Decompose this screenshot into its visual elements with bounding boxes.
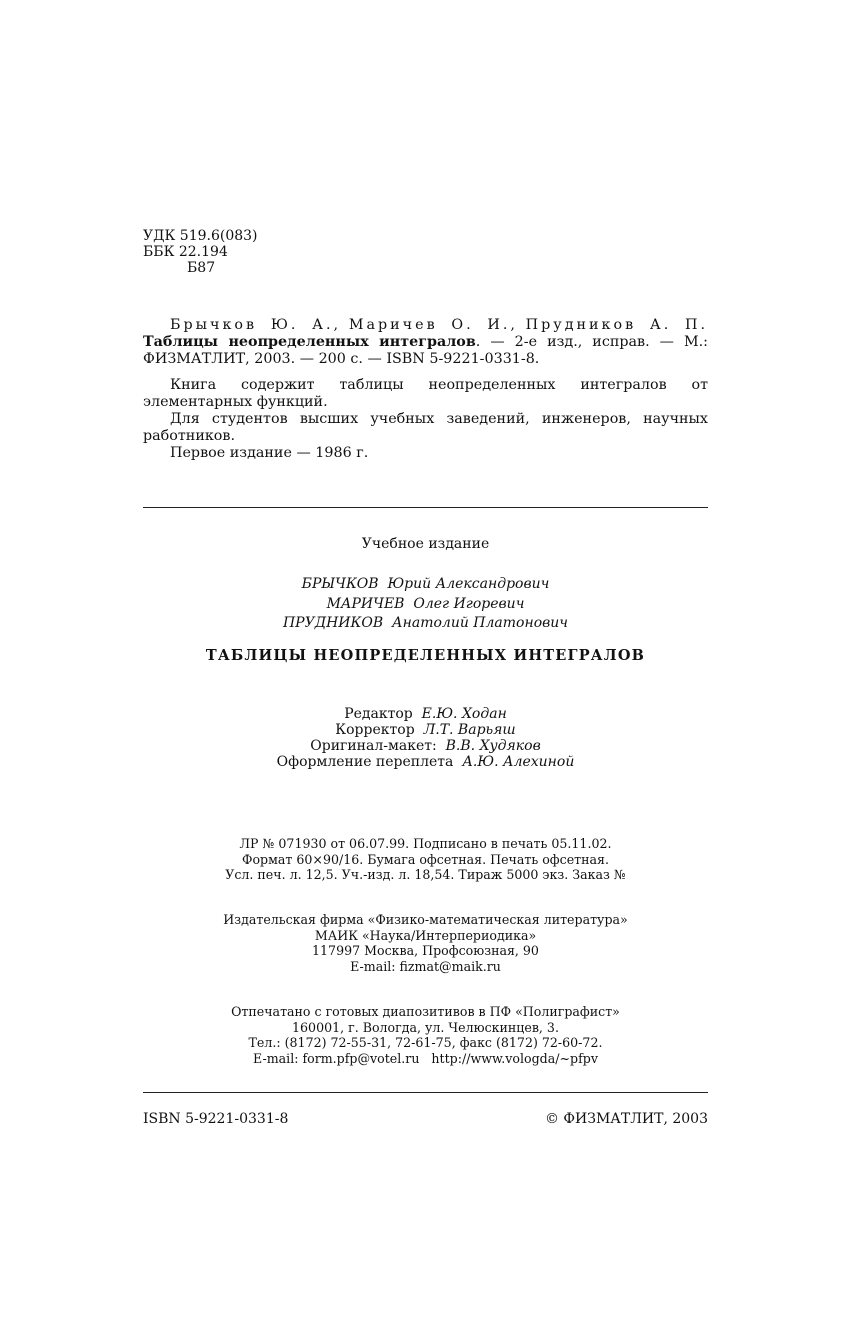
- author-mark: Б87: [187, 260, 216, 276]
- publisher-info: [143, 912, 708, 974]
- staff-line: [143, 722, 708, 738]
- printer-info: [143, 1004, 708, 1066]
- annotation: [143, 377, 708, 462]
- edition-type: Учебное издание: [361, 536, 490, 552]
- author-line: [143, 595, 708, 615]
- citation: Брычков Ю. А., Маричев О. И., Прудников А. П. Таблицы неопределенных интегралов. — 2-е изд., исправ. — М.: ФИЗМАТЛИТ, 2003. — 200 с. — ISBN 5-9221-0331-8.: [143, 317, 708, 367]
- divider-bottom: [143, 1092, 708, 1093]
- print-info-line: Усл. печ. л. 12,5. Уч.-изд. л. 18,54. Тираж 5000 экз. Заказ №: [225, 867, 626, 882]
- staff-role: Оригинал-макет:: [310, 738, 437, 754]
- author-line: [143, 575, 708, 595]
- author-names: Олег Игоревич: [413, 595, 525, 612]
- classification-block: [143, 228, 708, 276]
- book-title: ТАБЛИЦЫ НЕОПРЕДЕЛЕННЫХ ИНТЕГРАЛОВ: [205, 647, 646, 664]
- copyright: © ФИЗМАТЛИТ, 2003: [544, 1111, 708, 1127]
- author-surname: ПРУДНИКОВ: [282, 615, 384, 631]
- isbn: ISBN 5-9221-0331-8: [143, 1111, 289, 1127]
- printer-line: Тел.: (8172) 72-55-31, 72-61-75, факс (8172) 72-60-72.: [248, 1035, 603, 1050]
- author-surname: МАРИЧЕВ: [326, 595, 405, 612]
- publisher-line: Издательская фирма «Физико-математическая литература»: [223, 912, 628, 927]
- author-surname: БРЫЧКОВ: [301, 576, 379, 592]
- annotation-paragraph: Первое издание — 1986 г.: [170, 445, 369, 461]
- staff-role: Корректор: [335, 722, 415, 738]
- publisher-line: МАИК «Наука/Интерпериодика»: [314, 927, 537, 943]
- printer-line: E-mail: form.pfp@votel.ru http://www.vologda/~pfpv: [253, 1050, 598, 1066]
- staff-credits: [143, 706, 708, 770]
- publisher-line: E-mail: fizmat@maik.ru: [350, 958, 501, 974]
- print-info-line: ЛР № 071930 от 06.07.99. Подписано в печать 05.11.02.: [239, 836, 612, 851]
- citation-author-1: Брычков Ю. А.: [170, 317, 334, 333]
- staff-line: [143, 754, 708, 770]
- bbk-code: ББК 22.194: [143, 244, 228, 260]
- divider-top: [143, 507, 708, 508]
- print-info-line: Формат 60×90/16. Бумага офсетная. Печать офсетная.: [242, 851, 609, 867]
- print-info: [143, 836, 708, 883]
- author-names: Юрий Александрович: [387, 576, 550, 592]
- udk-code: УДК 519.6(083): [143, 228, 258, 244]
- staff-name: А.Ю. Алехиной: [462, 754, 575, 770]
- staff-role: Редактор: [344, 706, 413, 722]
- staff-role: Оформление переплета: [276, 754, 454, 770]
- printer-line: Отпечатано с готовых диапозитивов в ПФ «Полиграфист»: [231, 1004, 620, 1019]
- staff-name: Л.Т. Варьяш: [423, 722, 516, 738]
- citation-author-3: Прудников А. П.: [525, 317, 708, 333]
- annotation-paragraph: Для студентов высших учебных заведений, инженеров, научных работников.: [143, 411, 708, 444]
- annotation-paragraph: Книга содержит таблицы неопределенных интегралов от элементарных функций.: [143, 377, 708, 410]
- publisher-line: 117997 Москва, Профсоюзная, 90: [312, 943, 539, 958]
- staff-name: Е.Ю. Ходан: [421, 706, 507, 722]
- printer-line: 160001, г. Вологда, ул. Челюскинцев, 3.: [292, 1019, 559, 1035]
- authors-list: [143, 575, 708, 634]
- citation-details: . — 2-е изд., исправ. — М.: ФИЗМАТЛИТ, 2003. — 200 с. — ISBN 5-9221-0331-8.: [143, 334, 708, 367]
- staff-line: [143, 706, 708, 722]
- author-names: Анатолий Платонович: [392, 615, 569, 631]
- footer: [143, 1111, 708, 1127]
- citation-author-2: Маричев О. И.: [348, 317, 511, 333]
- citation-title: Таблицы неопределенных интегралов: [143, 334, 476, 350]
- staff-name: В.В. Худяков: [445, 738, 541, 754]
- staff-line: [143, 738, 708, 754]
- author-line: [143, 614, 708, 634]
